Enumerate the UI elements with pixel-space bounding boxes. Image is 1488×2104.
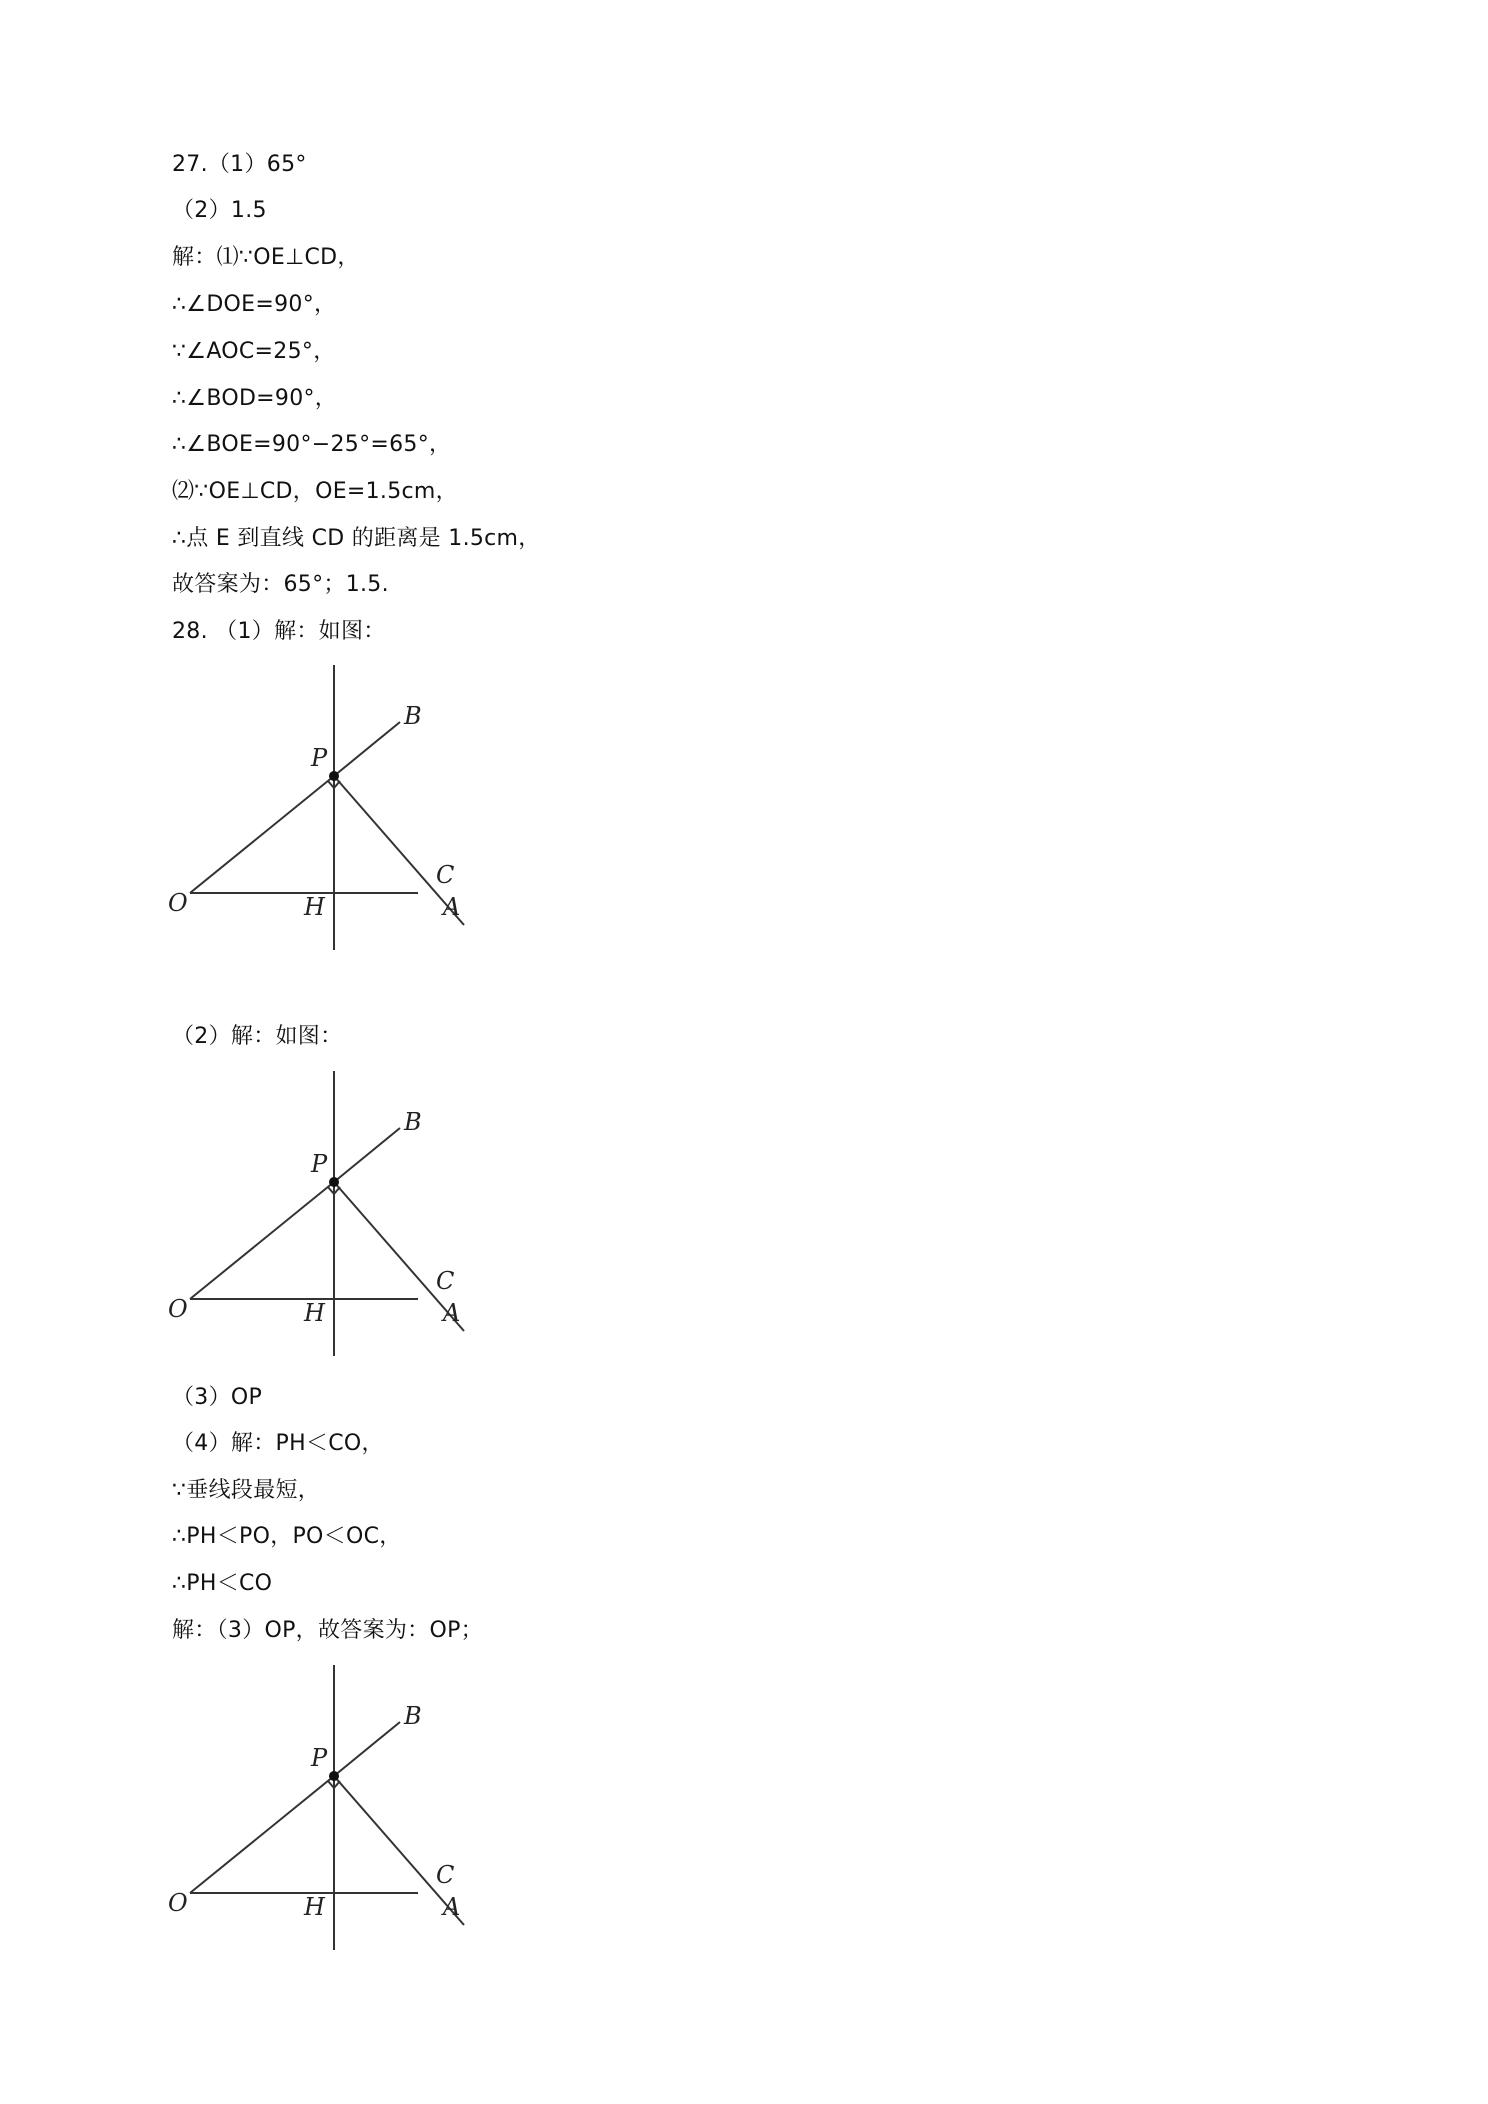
- label-c: C: [436, 1267, 455, 1295]
- label-o: O: [168, 889, 188, 917]
- geometry-figure-1: [168, 665, 478, 965]
- geometry-figure-2: [168, 1071, 478, 1371]
- geometry-figure-3: [168, 1665, 478, 1965]
- text-line-12: （2）解：如图：: [172, 1024, 343, 1049]
- label-a: A: [443, 893, 461, 921]
- label-b: B: [404, 1108, 422, 1136]
- label-b: B: [404, 702, 422, 730]
- text-line-11: 28. （1）解：如图：: [172, 619, 386, 644]
- label-o: O: [168, 1889, 188, 1917]
- label-h: H: [304, 1893, 325, 1921]
- label-o: O: [168, 1295, 188, 1323]
- text-line-16: ∴PH＜PO，PO＜OC，: [172, 1524, 402, 1549]
- label-h: H: [304, 1299, 325, 1327]
- text-line-7: ∴∠BOE=90°−25°=65°，: [172, 432, 452, 457]
- text-line-1: 27.（1）65°: [172, 152, 307, 177]
- text-line-18: 解：（3）OP，故答案为：OP；: [172, 1618, 483, 1643]
- text-line-2: （2）1.5: [172, 198, 267, 223]
- label-c: C: [436, 861, 455, 889]
- label-p: P: [311, 744, 328, 772]
- text-line-9: ∴点 E 到直线 CD 的距离是 1.5cm，: [172, 526, 541, 551]
- label-p: P: [311, 1744, 328, 1772]
- text-line-17: ∴PH＜CO: [172, 1571, 273, 1596]
- text-line-13: （3）OP: [172, 1385, 263, 1410]
- label-c: C: [436, 1861, 455, 1889]
- text-line-15: ∵垂线段最短，: [172, 1478, 321, 1503]
- label-b: B: [404, 1702, 422, 1730]
- text-line-14: （4）解：PH＜CO，: [172, 1431, 384, 1456]
- text-line-6: ∴∠BOD=90°，: [172, 386, 338, 411]
- text-line-10: 故答案为：65°；1.5.: [172, 572, 389, 597]
- text-line-3: 解：⑴∵OE⊥CD，: [172, 245, 360, 270]
- label-a: A: [443, 1299, 461, 1327]
- text-line-8: ⑵∵OE⊥CD，OE=1.5cm，: [172, 479, 458, 504]
- label-a: A: [443, 1893, 461, 1921]
- label-h: H: [304, 893, 325, 921]
- text-line-5: ∵∠AOC=25°，: [172, 339, 336, 364]
- text-line-4: ∴∠DOE=90°，: [172, 292, 337, 317]
- label-p: P: [311, 1150, 328, 1178]
